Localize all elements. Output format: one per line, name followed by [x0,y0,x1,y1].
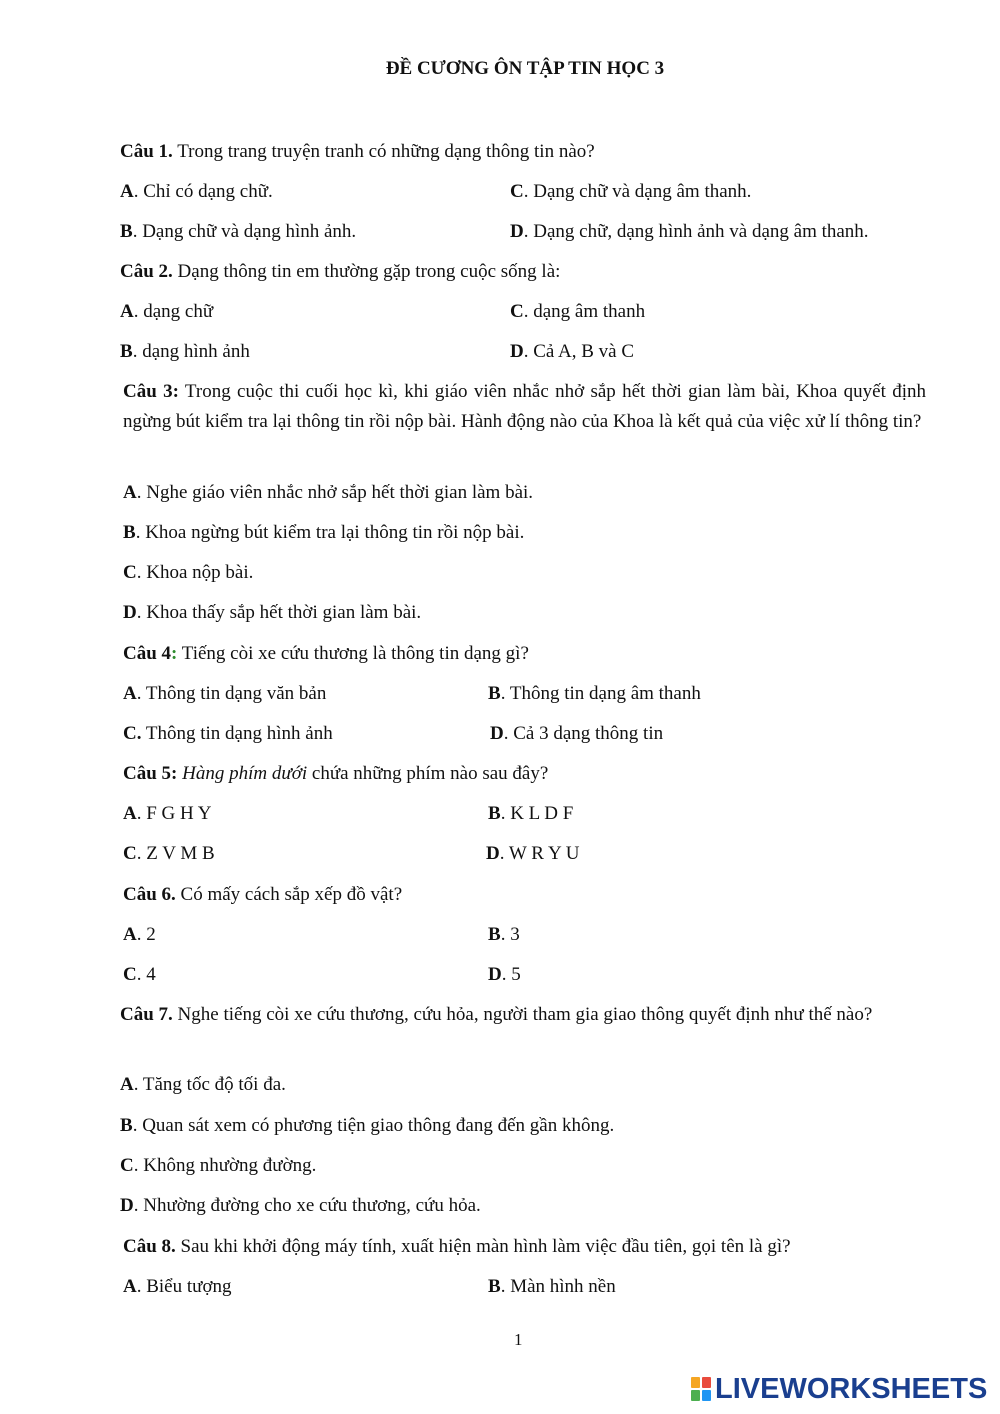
q8-option-b: B. Màn hình nền [488,1276,616,1297]
question-label: Câu 3: [123,381,179,402]
logo-grid-icon [691,1377,711,1401]
question-label: Câu 1. [120,141,173,162]
question-5: Câu 5: Hàng phím dưới chứa những phím nào sau đây? [123,763,549,784]
question-8 [123,1235,791,1259]
q2-option-b: B. dạng hình ảnh [120,341,250,362]
q2-option-a: A. dạng chữ [120,301,214,322]
liveworksheets-logo[interactable] [691,1372,987,1406]
q5-option-d: D. W R Y U [486,843,580,864]
question-7 [120,1000,928,1030]
q6-option-d: D. 5 [488,964,521,985]
q3-option-d: D. Khoa thấy sắp hết thời gian làm bài. [123,602,422,623]
q1-option-a: A. Chỉ có dạng chữ. [120,181,273,202]
q6-option-a: A. 2 [123,924,156,945]
q7-option-a: A. Tăng tốc độ tối đa. [120,1074,286,1095]
q3-option-c: C. Khoa nộp bài. [123,562,254,583]
document-title: ĐỀ CƯƠNG ÔN TẬP TIN HỌC 3 [385,58,665,79]
q1-option-c: C. Dạng chữ và dạng âm thanh. [510,181,752,202]
q3-option-b: B. Khoa ngừng bút kiểm tra lại thông tin rồi nộp bài. [123,522,525,543]
page-number: 1 [514,1330,523,1349]
question-label: Câu 4 [123,643,172,664]
question-text: Trong trang truyện tranh có những dạng thông tin nào? [172,141,595,162]
question-text: Trong cuộc thi cuối học kì, khi giáo viên nhắc nhở sắp hết thời gian làm bài, Khoa quyết định ngừng bút kiểm tra lại thông tin rồi nộp bài. Hành động nào của Khoa là kết quả của việc xử lí thông tin? [123,381,927,432]
q5-option-c: C. Z V M B [123,843,215,864]
question-3 [123,377,926,437]
q2-option-c: C. dạng âm thanh [510,301,646,322]
question-label: Câu 7. [120,1004,173,1025]
q6-option-c: C. 4 [123,964,156,985]
question-text: Nghe tiếng còi xe cứu thương, cứu hỏa, người tham gia giao thông quyết định như thế nào? [172,1004,873,1025]
question-text: Có mấy cách sắp xếp đồ vật? [175,884,403,905]
question-2 [120,260,560,284]
question-4: Câu 4: Tiếng còi xe cứu thương là thông tin dạng gì? [123,643,529,664]
question-label: Câu 8. [123,1236,176,1257]
logo-text: LIVEWORKSHEETS [715,1372,988,1405]
question-text: Dạng thông tin em thường gặp trong cuộc sống là: [172,261,561,282]
q2-option-d: D. Cả A, B và C [510,341,635,362]
logo-square [702,1390,711,1401]
q5-option-b: B. K L D F [488,803,574,824]
q3-option-a: A. Nghe giáo viên nhắc nhở sắp hết thời gian làm bài. [123,482,534,503]
question-label: Câu 2. [120,261,173,282]
question-label: Câu 5: [123,763,178,784]
logo-square [691,1377,700,1388]
q6-option-b: B. 3 [488,924,520,945]
q4-option-d: D. Cả 3 dạng thông tin [490,723,664,744]
q7-option-c: C. Không nhường đường. [120,1155,317,1176]
question-1 [120,140,595,164]
question-label: Câu 6. [123,884,176,905]
logo-square [691,1390,700,1401]
q1-option-b: B. Dạng chữ và dạng hình ảnh. [120,221,357,242]
q5-option-a: A. F G H Y [123,803,212,824]
logo-square [702,1377,711,1388]
question-text: chứa những phím nào sau đây? [307,763,549,784]
q7-option-d: D. Nhường đường cho xe cứu thương, cứu hỏa. [120,1195,481,1216]
question-text: Sau khi khởi động máy tính, xuất hiện màn hình làm việc đầu tiên, gọi tên là gì? [175,1236,791,1257]
q4-option-b: B. Thông tin dạng âm thanh [488,683,701,704]
q4-option-a: A. Thông tin dạng văn bản [123,683,327,704]
question-6 [123,883,402,907]
question-text: Tiếng còi xe cứu thương là thông tin dạng gì? [177,643,529,664]
q8-option-a: A. Biểu tượng [123,1276,232,1297]
q7-option-b: B. Quan sát xem có phương tiện giao thông đang đến gần không. [120,1115,615,1136]
q4-option-c: C. Thông tin dạng hình ảnh [123,723,333,744]
q1-option-d: D. Dạng chữ, dạng hình ảnh và dạng âm thanh. [510,221,869,242]
